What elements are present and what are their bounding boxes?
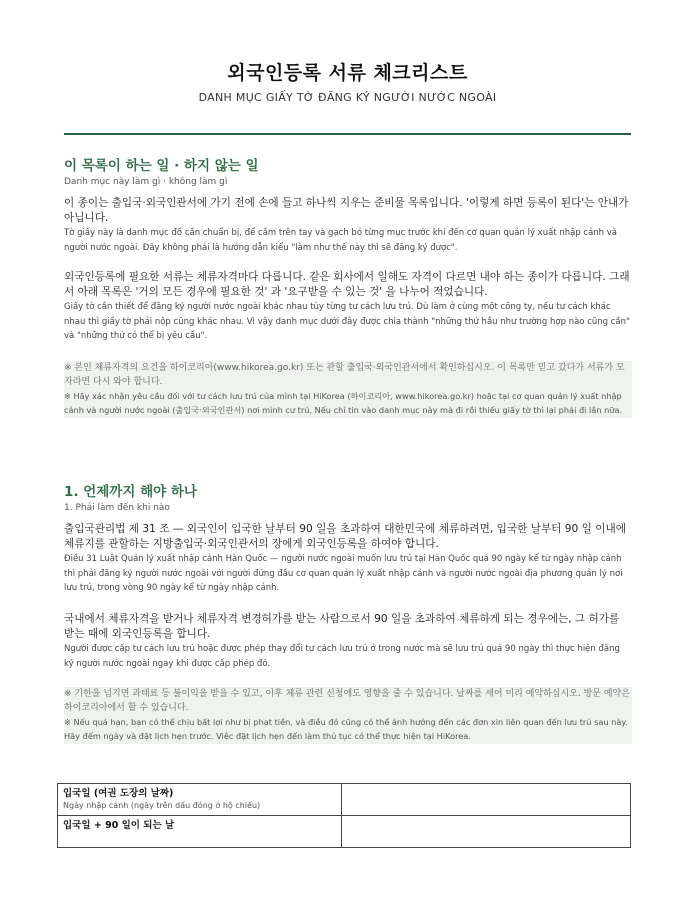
page-title: 외국인등록 서류 체크리스트	[227, 62, 468, 84]
deadline-date-label: 입국일 + 90 일이 되는 날	[63, 820, 175, 831]
deadline-date-field[interactable]	[342, 816, 631, 848]
arrival-date-label: 입국일 (여권 도장의 날짜)	[63, 788, 174, 799]
intro-note-vi: ※ Hãy xác nhận yêu cầu đối với tư cách lưu trú của mình tại HiKorea (하이코리아, www.hikorea.go.kr) hoặc tại cơ quan quản lý xuất nhập cảnh và người nước ngoài (출입국·외국인관서) nơi mình cư trú. Nếu chỉ tin vào danh mục này mà đi rồi thiếu giấy tờ thì lại phải đi lần nữa.	[64, 391, 623, 415]
section-1-paragraph-1-vi: Điều 31 Luật Quản lý xuất nhập cảnh Hàn Quốc — người nước ngoài muốn lưu trú tại Hàn Quốc quá 90 ngày kể từ ngày nhập cảnh thì phải đăng ký người nước ngoài với người đứng đầu cơ quan quản lý xuất nhập cảnh và người nước ngoài địa phương quản lý nơi lưu trú, trong vòng 90 ngày kể từ ngày nhập cảnh.	[64, 554, 623, 593]
section-1-paragraph-1	[64, 522, 631, 596]
intro-paragraph-1	[64, 196, 631, 255]
title-divider	[64, 133, 631, 135]
table-row	[58, 816, 631, 848]
section-1-heading: 1. 언제까지 해야 하나	[64, 484, 197, 500]
arrival-date-sublabel: Ngày nhập cảnh (ngày trên dấu đóng ở hộ chiếu)	[63, 801, 261, 810]
section-1-note	[64, 687, 632, 744]
arrival-date-field[interactable]	[342, 784, 631, 816]
deadline-date-label-cell	[58, 816, 342, 848]
intro-heading: 이 목록이 하는 일 · 하지 않는 일	[64, 158, 259, 174]
intro-paragraph-2-vi: Giấy tờ cần thiết để đăng ký người nước ngoài khác nhau tùy từng tư cách lưu trú. Dù làm ở cùng một công ty, nếu tư cách khác nhau thì giấy tờ phải nộp cũng khác nhau. Vì vậy danh mục dưới đây được chia thành "những thứ hầu như trường hợp nào cũng cần" và "những thứ có thể bị yêu cầu".	[64, 302, 630, 341]
page-subtitle: DANH MỤC GIẤY TỜ ĐĂNG KÝ NGƯỜI NƯỚC NGOÀI	[198, 91, 497, 104]
intro-note	[64, 361, 632, 418]
intro-note-ko: ※ 본인 체류자격의 요건을 하이코리아(www.hikorea.go.kr) 또는 관할 출입국·외국인관서에서 확인하십시오. 이 목록만 믿고 갔다가 서류가 모자라면 다시 와야 합니다.	[64, 363, 625, 387]
intro-paragraph-2	[64, 270, 631, 344]
arrival-date-label-cell	[58, 784, 342, 816]
section-1-paragraph-2-vi: Người được cấp tư cách lưu trú hoặc được phép thay đổi tư cách lưu trú ở trong nước mà sẽ lưu trú quá 90 ngày thì thực hiện đăng ký người nước ngoài ngay khi được cấp phép đó.	[64, 644, 620, 669]
section-1-subheading: 1. Phải làm đến khi nào	[64, 503, 170, 513]
section-1-paragraph-1-ko: 출입국관리법 제 31 조 — 외국인이 입국한 날부터 90 일을 초과하여 대한민국에 체류하려면, 입국한 날부터 90 일 이내에 체류지를 관할하는 지방출입국·외국인관서의 장에게 외국인등록을 하여야 합니다.	[64, 523, 626, 550]
date-table	[57, 783, 631, 848]
intro-paragraph-2-ko: 외국인등록에 필요한 서류는 체류자격마다 다릅니다. 같은 회사에서 일해도 자격이 다르면 내야 하는 종이가 다릅니다. 그래서 아래 목록은 '거의 모든 경우에 필요한 것' 과 '요구받을 수 있는 것' 을 나누어 적었습니다.	[64, 271, 630, 298]
intro-paragraph-1-ko: 이 종이는 출입국·외국인관서에 가기 전에 손에 들고 하나씩 지우는 준비물 목록입니다. '이렇게 하면 등록이 된다'는 안내가 아닙니다.	[64, 197, 629, 224]
section-1-note-vi: ※ Nếu quá hạn, bạn có thể chịu bất lợi như bị phạt tiền, và điều đó cũng có thể ảnh hưởng đến các đơn xin liên quan đến lưu trú sau này. Hãy đếm ngày và đặt lịch hẹn trước. Việc đặt lịch hẹn đến làm thủ tục có thể thực hiện tại HiKorea.	[64, 717, 628, 741]
intro-subheading: Danh mục này làm gì · không làm gì	[64, 177, 228, 187]
section-1-paragraph-2-ko: 국내에서 체류자격을 받거나 체류자격 변경허가를 받는 사람으로서 90 일을 초과하여 체류하게 되는 경우에는, 그 허가를 받는 때에 외국인등록을 합니다.	[64, 613, 620, 640]
section-1-note-ko: ※ 기한을 넘기면 과태료 등 불이익을 받을 수 있고, 이후 체류 관련 신청에도 영향을 줄 수 있습니다. 날짜를 세어 미리 예약하십시오. 방문 예약은 하이코리아에서 할 수 있습니다.	[64, 689, 630, 713]
table-row	[58, 784, 631, 816]
intro-paragraph-1-vi: Tờ giấy này là danh mục đồ cần chuẩn bị, để cầm trên tay và gạch bỏ từng mục trước khi đến cơ quan quản lý xuất nhập cảnh và người nước ngoài. Đây không phải là hướng dẫn kiểu "làm như thế này thì sẽ đăng ký được".	[64, 228, 618, 253]
section-1-paragraph-2	[64, 612, 631, 671]
